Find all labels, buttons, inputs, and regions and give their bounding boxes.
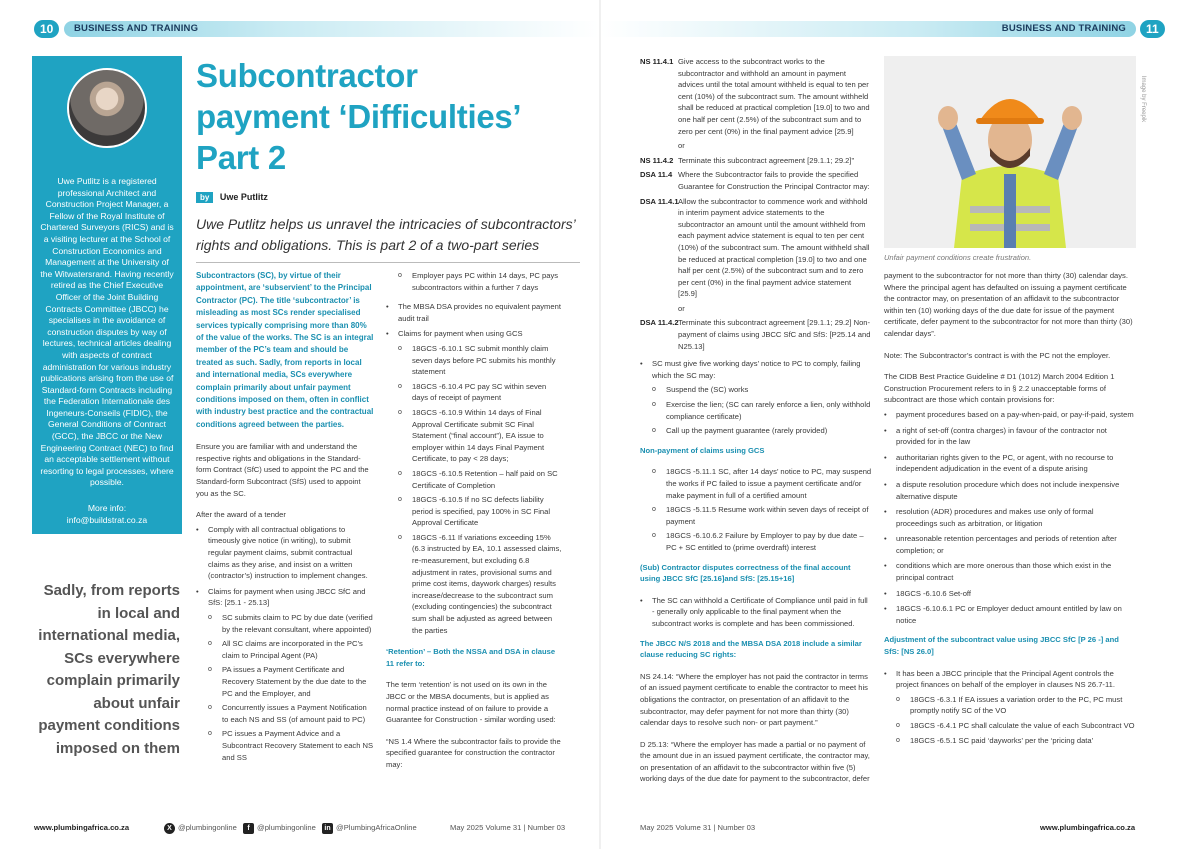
list-item-text: Claims for payment when using JBCC SfC and SfS: [25.1 - 25.13] — [208, 586, 366, 608]
footer-left-url[interactable] — [34, 822, 129, 834]
author-avatar — [67, 68, 147, 148]
list-item: o 18GCS -6.10.9 Within 14 days of Final Approval Certificate submit SC Final Statement (“final account”), EA issue to employer within 14 days Final Payment Certificate, to pay < 28 days; — [398, 407, 562, 465]
paragraph: The term ‘retention’ is not used on its own in the JBCC or the MBSA documents, but is applied as normal practice instead of on failure to provide a Guarantee for Construction - similar wording used: — [386, 680, 556, 725]
sub-list — [208, 612, 374, 763]
list-item: • authoritarian rights given to the PC, or agent, with no recourse to independent adjudication in the event of a dispute arising — [884, 452, 1136, 475]
footer-right-issue: May 2025 Volume 31 | Number 03 — [640, 823, 756, 832]
paragraph: NS 24.14: “Where the employer has not paid the contractor in terms of an issued payment certificate to enable the contractor to meet his obligations the contractor, on presentation of an affidavit to the subcontractor, may defer payment for not more than thirty (30) calendar days to resolve such non- or part payment.” — [640, 671, 868, 728]
list-item: • The MBSA DSA provides no equivalent payment audit trail — [386, 301, 562, 324]
linkedin-icon: in — [322, 823, 333, 834]
list-item-text: SC must give five working days’ notice to PC to comply, failing which the SC may: — [652, 359, 861, 380]
author-sidebar — [32, 56, 182, 534]
list-item: o Suspend the (SC) works — [652, 384, 872, 396]
column-2 — [386, 270, 562, 781]
paragraph: payment to the subcontractor for not more than thirty (30) calendar days. Where the principal agent has defaulted on issuing a payment certificate the contractor may, on presentation of an affidavit to the subcontractor within ten (10) working days of the due date for issue of the payment certificate, defer payment to the subcontractor for not more than thirty (30) calendar days”. — [884, 271, 1133, 338]
list-item: o 18GCS -6.3.1 If EA issues a variation order to the PC, PC must promptly notify SC of the VO — [896, 694, 1136, 717]
intro-divider — [196, 262, 580, 263]
lead-paragraph: Subcontractors (SC), by virtue of their appointment, are ‘subservient’ to the Principal Contractor (PC). The title ‘subcontractor’ is misleading as most SCs render specialised services typically comprising more than 80% of the value of the works. The SC is an integral member of the PC’s team and should be treated as such. Sadly, from reports in local and international media, SCs everywhere complain primarily about unfair payment conditions imposed on them, often in conflict with industry best practice and the contractual conditions agreed between the parties. — [196, 271, 374, 429]
x-handle-text: @plumbingonline — [178, 823, 237, 832]
left-page-number: 10 — [34, 20, 59, 38]
section-heading: Adjustment of the subcontract value using JBCC SfC [P 26 -] and SfS: [NS 26.0] — [884, 635, 1119, 657]
list-item: o Call up the payment guarantee (rarely provided) — [652, 425, 872, 437]
list-item-text: It has been a JBCC principle that the Principal Agent controls the project finances on behalf of the employer in clauses NS 26.7-11. — [896, 668, 1115, 690]
list-item: o PA issues a Payment Certificate and Recovery Statement by the due date to the PC and the Employer, and — [208, 664, 374, 699]
clause-text: Give access to the subcontract works to the subcontractor and withhold an amount in payment advices until the total amount withheld is equal to ten per cent (10%) of the subcontract sum. The amount withheld shall be reduced at practical completion [19.0] to two and one half per cent (2.5%) of the subcontract sum and to zero per cent (0%) in the final payment advice [25.9] — [678, 57, 870, 136]
sub-list — [398, 270, 562, 293]
column-3 — [640, 56, 872, 795]
list-item — [386, 328, 562, 636]
paragraph: D 25.13: “Where the employer has made a partial or no payment of the amount due in an issued payment certificate, the contractor may, on presentation of an affidavit to the subcontractor within five (5) working days of the due date for payment to the subcontractor, defer — [640, 739, 870, 784]
paragraph: Ensure you are familiar with and understand the respective rights and obligations in the Standard-form Contract (SfC) used to appoint the PC and the Standard-form Subcontract (SfS) used to appoint you as the SC. — [196, 442, 369, 498]
author-bio: Uwe Putlitz is a registered professional Architect and Construction Project Manager, a Fellow of the Royal Institute of Chartered Surveyors (RICS) and is a visiting lecturer at the School of Construction Economics and Management at the University of the Witwatersrand. Having recently retired as the Chief Executive Officer of the Joint Building Contracts Committee (JBCC) he specialises in the avoidance of construction disputes by way of lectures, technical articles dealing with aspects of contract administration for various industry publications arising from the use of Standard-form Contracts including the Federation Internationale des Ingeneurs-Conseils (FIDIC), the General Conditions of Contract (GCC), the JBCC or the New Engineering Contract (NEC) to find an acceptable settlement without resorting to legal processes, where possible. — [40, 176, 174, 488]
paragraph: After the award of a tender — [196, 510, 286, 520]
list-item: o 18GCS -6.10.4 PC pay SC within seven days of receipt of payment — [398, 381, 562, 404]
clause-or: or — [678, 303, 685, 313]
article-title — [196, 55, 576, 178]
author-email-link[interactable]: info@buildstrat.co.za — [66, 514, 148, 525]
clause-number: DSA 11.4.1 — [640, 196, 679, 206]
author-name: Uwe Putlitz — [219, 192, 268, 202]
footer-x-handle[interactable] — [164, 822, 237, 834]
clause-text: Terminate this subcontract agreement [29.1.1; 29.2] Non-payment of claims using JBCC SfC and SfS: [P25.14 and N25.13] — [678, 318, 871, 351]
clause-text: Terminate this subcontract agreement [29.1.1; 29.2]” — [678, 155, 855, 165]
clause — [640, 196, 872, 300]
sub-list — [652, 466, 872, 553]
sub-list — [896, 694, 1136, 746]
list-item: • resolution (ADR) procedures and makes use only of formal proceedings such as arbitration, or litigation — [884, 506, 1136, 529]
photo-credit: Image by Freepik — [1139, 75, 1146, 123]
list-item — [196, 586, 374, 763]
clause — [640, 155, 872, 167]
footer-left-issue: May 2025 Volume 31 | Number 03 — [450, 823, 566, 832]
bullet-list — [884, 668, 1136, 747]
clause-number: DSA 11.4 — [640, 170, 673, 180]
more-info-label: More info: — [87, 503, 127, 514]
sub-list — [398, 343, 562, 636]
section-heading: The JBCC N/S 2018 and the MBSA DSA 2018 include a similar clause reducing SC rights: — [640, 638, 862, 660]
column-1 — [196, 270, 374, 767]
x-icon: X — [164, 823, 175, 834]
list-item — [884, 668, 1136, 747]
list-item-text: Claims for payment when using GCS — [398, 329, 523, 339]
clause — [640, 317, 872, 352]
page-gutter — [599, 0, 601, 849]
footer-url-text: www.plumbingafrica.co.za — [34, 823, 130, 832]
bullet-list — [640, 358, 872, 437]
list-item: • payment procedures based on a pay-when-paid, or pay-if-paid, system — [884, 409, 1136, 421]
list-item: • unreasonable retention percentages and periods of retention after completion; or — [884, 533, 1136, 556]
section-heading: Non-payment of claims using GCS — [640, 445, 765, 455]
list-item: o SC submits claim to PC by due date (verified by the relevant consultant, where appointed) — [208, 612, 374, 635]
paragraph: The CIDB Best Practice Guideline # D1 (1012) March 2004 Edition 1 Construction Procurement refers to in § 2.2 unacceptable forms of subcontract are those which contain provisions for: — [884, 372, 1115, 405]
list-item: • 18GCS -6.10.6.1 PC or Employer deduct amount entitled by law on notice — [884, 603, 1136, 626]
list-item: o All SC claims are incorporated in the PC’s claim to Principal Agent (PA) — [208, 638, 374, 661]
list-item: o 18GCS -6.4.1 PC shall calculate the value of each Subcontract VO — [896, 720, 1136, 732]
fb-handle-text: @plumbingonline — [257, 823, 316, 832]
footer-facebook-handle[interactable] — [243, 822, 316, 834]
bullet-list — [196, 524, 374, 763]
title-line-1: Subcontractor — [196, 57, 418, 94]
list-item: o Exercise the lien; (SC can rarely enforce a lien, only withhold compliance certificate) — [652, 399, 872, 422]
list-item: o 18GCS -6.10.5 If no SC defects liability period is specified, pay 100% in SC Final Approval Certificate — [398, 494, 562, 529]
list-item: • 18GCS -6.10.6 Set-off — [884, 588, 1136, 600]
by-badge: by — [196, 192, 213, 203]
list-item: o Employer pays PC within 14 days, PC pays subcontractors within a further 7 days — [398, 270, 562, 293]
list-item — [640, 358, 872, 437]
list-item: o Concurrently issues a Payment Notification to each NS and SS (of amount paid to PC) — [208, 702, 374, 725]
list-item: o 18GCS -6.5.1 SC paid ‘dayworks’ per the ‘pricing data’ — [896, 735, 1136, 747]
article-intro: Uwe Putlitz helps us unravel the intricacies of subcontractors’ rights and obligations. This is part 2 of a two-part series — [196, 216, 575, 253]
byline — [196, 192, 268, 203]
list-item: • conditions which are more onerous than those which exist in the principal contract — [884, 560, 1136, 583]
section-heading: (Sub) Contractor disputes correctness of the final account using JBCC SfC [25.16]and SfS: [25.15+16] — [640, 562, 851, 584]
footer-url-text: www.plumbingafrica.co.za — [1040, 823, 1136, 832]
clause-number: NS 11.4.2 — [640, 155, 674, 165]
facebook-icon: f — [243, 823, 254, 834]
list-item: o 18GCS -6.11 If variations exceeding 15% (6.3 instructed by EA, 10.1 assessed claims, re-measurement, but excluding 6.8 adjustment in rates, provisional sums and prime cost items, daywork charges) results increase/decrease to the subcontract sum (excluding contingencies) the subcontract sum shall be adjusted as agreed between the parties — [398, 532, 562, 636]
list-item: o 18GCS -5.11.5 Resume work within seven days of receipt of payment — [652, 504, 872, 527]
clause-number: DSA 11.4.2 — [640, 318, 679, 328]
sub-list — [652, 384, 872, 436]
clause — [640, 56, 872, 137]
clause-number: NS 11.4.1 — [640, 57, 674, 66]
clause — [640, 169, 872, 192]
footer-right-url[interactable] — [1040, 822, 1135, 834]
title-line-2: payment ‘Difficulties’ — [196, 98, 522, 135]
left-section-header: BUSINESS AND TRAINING — [64, 21, 599, 37]
footer-linkedin-handle[interactable] — [322, 822, 417, 834]
paragraph: “NS 1.4 Where the subcontractor fails to provide the specified guarantee for construction the contractor may: — [386, 736, 561, 769]
pull-quote: Sadly, from reports in local and international media, SCs everywhere complain primarily about unfair payment conditions imposed on them — [38, 582, 180, 757]
list-item: o PC issues a Payment Advice and a Subcontract Recovery Statement to each NS and SS — [208, 728, 374, 763]
title-line-3: Part 2 — [196, 139, 286, 176]
list-item: o 18GCS -6.10.5 Retention – half paid on SC Certificate of Completion — [398, 468, 562, 491]
list-item: • Comply with all contractual obligations to timeously give notice (in writing), to submit regular payment claims, submit contractual claims as they arise, and insist on a written (contractor’s) instruction to implement changes. — [196, 524, 374, 582]
column-4 — [884, 270, 1136, 750]
clause-text: Allow the subcontractor to commence work and withhold in interim payment advice statements to the subcontractor an amount until the amount withheld from each payment advice statement is equal to ten per cent (10%) of the subcontract sum. The amount withheld shall be reduced at practical completion [19.0] to two and one half per cent (2.5%) of the subcontract sum and to zero per cent (0%) in the final payment advice statement [25.9] — [678, 196, 870, 299]
list-item: • a dispute resolution procedure which does not include inexpensive alternative dispute — [884, 479, 1136, 502]
list-item: • a right of set-off (contra charges) in favour of the contractor not provided for in the law — [884, 425, 1136, 448]
article-photo — [884, 56, 1146, 248]
photo-caption: Unfair payment conditions create frustration. — [884, 253, 1032, 262]
paragraph: Note: The Subcontractor’s contract is with the PC not the employer. — [884, 350, 1111, 360]
bullet-list — [386, 301, 562, 636]
list-item: o 18GCS -6.10.6.2 Failure by Employer to pay by due date – PC + SC entitled to (prime overdraft) interest — [652, 530, 872, 553]
right-page-number: 11 — [1140, 20, 1165, 38]
in-handle-text: @PlumbingAfricaOnline — [336, 823, 417, 832]
bullet-list — [640, 595, 872, 630]
clause-text: Where the Subcontractor fails to provide the specified Guarantee for Construction the Principal Contractor may: — [678, 170, 870, 191]
bullet-list — [884, 409, 1136, 627]
list-item: o 18GCS -5.11.1 SC, after 14 days’ notice to PC, may suspend the works if PC failed to issue a payment certificate and/or make payment in full of a certified amount — [652, 466, 872, 501]
section-heading: ‘Retention’ – Both the NSSA and DSA in clause 11 refer to: — [386, 647, 556, 668]
list-item: o 18GCS -6.10.1 SC submit monthly claim seven days before PC submits his monthly statement — [398, 343, 562, 378]
right-section-header: BUSINESS AND TRAINING — [601, 21, 1136, 37]
list-item: • The SC can withhold a Certificate of Compliance until paid in full - generally only applicable to the final payment when the subcontract works is complete and has been commissioned. — [640, 595, 872, 630]
clause-or: or — [678, 141, 685, 151]
frustrated-worker-illustration — [884, 56, 1136, 248]
